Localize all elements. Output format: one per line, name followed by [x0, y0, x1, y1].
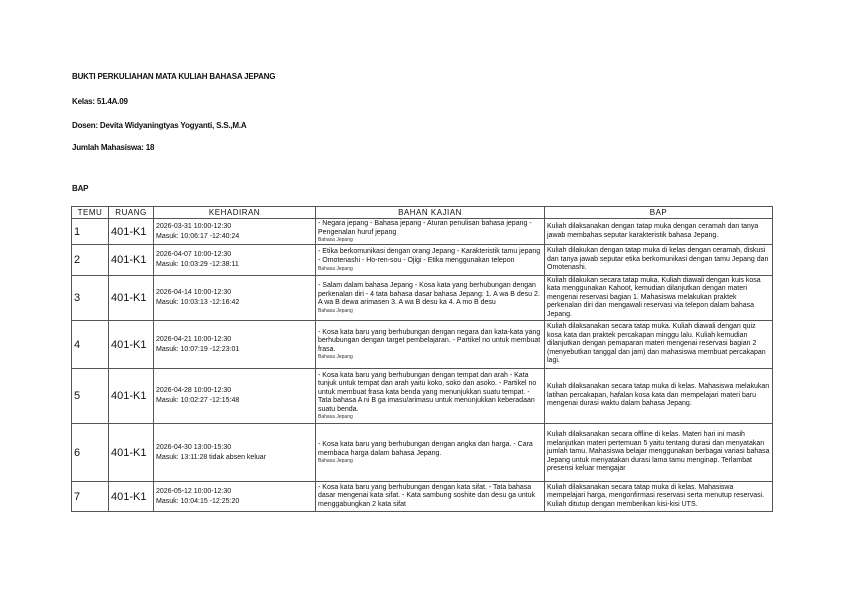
- cell-kehadiran: [154, 276, 316, 321]
- attendance-time: Masuk: 10:03:13 -12:16:42: [156, 299, 240, 306]
- header-temu: TEMU: [72, 207, 109, 219]
- schedule-time: 2026-04-21 10:00-12:30: [156, 335, 232, 343]
- attendance-time: Masuk: 10:06:17 -12:40:24: [156, 232, 240, 240]
- cell-ruang: 401-K1: [109, 424, 154, 482]
- cell-temu: 3: [72, 276, 109, 321]
- cell-bap: Kuliah dilaksanakan secara tatap muka. Kuliah diawali dengan quiz kosa kata dan praktek percakapan minggu lalu. Kuliah kemudian dilanjutkan dengan pemaparan materi mengenai reservasi bagian 2 (menyebutkan tanggal dan jam) dan mahasiswa membuat percakapan lagi.: [545, 321, 773, 369]
- section-heading: BAP: [72, 184, 89, 193]
- attendance-time: Masuk: 10:03:29 -12:38:11: [156, 261, 239, 268]
- cell-ruang: 401-K1: [109, 482, 154, 512]
- attendance-time: Masuk: 10:02:27 -12:15:48: [156, 397, 240, 404]
- student-count: Jumlah Mahasiswa: 18: [72, 143, 155, 152]
- lecturer-info: Dosen: Devita Widyaningtyas Yogyanti, S.S.,M.A: [72, 121, 247, 130]
- attendance-time: Masuk: 13:11:28 tidak absen keluar: [156, 453, 266, 461]
- cell-kehadiran: [154, 369, 316, 424]
- material-text: - Kosa kata baru yang berhubungan dengan angka dan harga. - Cara membaca harga dalam bahasa Jepang.: [318, 440, 533, 457]
- course-label: Bahasa Jepang: [318, 458, 353, 465]
- material-text: - Kosa kata baru yang berhubungan dengan kata sifat. - Tata bahasa dasar mengenai kata sifat. - Kata sambung soshite dan desu ga untuk menggabungkan 2 kata sifat: [318, 483, 536, 508]
- table-row: [72, 424, 773, 482]
- header-bap: BAP: [545, 207, 773, 219]
- cell-kehadiran: [154, 245, 316, 276]
- table-row: [72, 219, 773, 245]
- cell-kehadiran: [154, 482, 316, 512]
- course-label: Bahasa Jepang: [318, 265, 353, 272]
- table-row: [72, 321, 773, 369]
- header-kehadiran: KEHADIRAN: [154, 207, 316, 219]
- course-label: Bahasa Jepang: [318, 414, 353, 421]
- cell-bap: Kuliah dilakukan secara tatap muka. Kuliah diawali dengan kuis kosa kata menggunakan Kahoot, kemudian dilanjutkan dengan materi mengenai reservasi bagian 1. Mahasiswa melakukan praktek perkenalan diri dan mengawali reservasi via telepon dalam bahasa Jepang.: [545, 276, 773, 321]
- attendance-time: Masuk: 10:07:19 -12:23:01: [156, 345, 240, 353]
- schedule-time: 2026-05-12 10:00-12:30: [156, 487, 232, 495]
- cell-kehadiran: [154, 219, 316, 245]
- course-label: Bahasa Jepang: [318, 307, 353, 314]
- cell-bahan-kajian: [316, 482, 545, 512]
- cell-bahan-kajian: [316, 321, 545, 369]
- cell-ruang: 401-K1: [109, 245, 154, 276]
- header-ruang: RUANG: [109, 207, 154, 219]
- table-header-row: [72, 207, 773, 219]
- cell-bap: Kuliah dilaksanakan secara tatap muka di kelas. Mahasiswa melakukan latihan percakapan, hafalan kosa kata dan mempelajari materi baru mengenai durasi waktu dalam bahasa Jepang.: [545, 369, 773, 424]
- cell-ruang: 401-K1: [109, 219, 154, 245]
- cell-bahan-kajian: [316, 245, 545, 276]
- material-text: - Kosa kata baru yang berhubungan dengan negara dan kata-kata yang berhubungan dengan target pembelajaran. - Partikel no untuk membuat frasa.: [318, 328, 541, 353]
- schedule-time: 2026-04-07 10:00-12:30: [156, 251, 232, 258]
- cell-bahan-kajian: [316, 424, 545, 482]
- course-label: Bahasa Jepang: [318, 237, 353, 244]
- table-row: [72, 245, 773, 276]
- material-text: - Salam dalam bahasa Jepang - Kosa kata yang berhubungan dengan perkenalan diri - 4 tata bahasa dasar bahasa Jepang: 1. A wa B desu 2. A wa B dewa arimasen 3. A wa B desu ka 4. A mo B desu: [318, 282, 540, 307]
- bap-table: [71, 206, 773, 512]
- material-text: - Etika berkomunikasi dengan orang Jepang - Karakteristik tamu jepang - Omotenashi - Ho-ren-sou - Ojigi - Etika menggunakan telepon: [318, 248, 541, 264]
- cell-bap: Kuliah dilakukan dengan tatap muka di kelas dengan ceramah, diskusi dan tanya jawab seputar etika berkomunikasi dengan tamu Jepang dan Omotenashi.: [545, 245, 773, 276]
- table-row: [72, 482, 773, 512]
- cell-temu: 5: [72, 369, 109, 424]
- cell-bap: Kuliah dilaksanakan dengan tatap muka dengan ceramah dan tanya jawab membahas seputar karakteristik bahasa Jepang.: [545, 219, 773, 245]
- cell-temu: 4: [72, 321, 109, 369]
- table-row: [72, 276, 773, 321]
- cell-bap: Kuliah dilaksanakan secara offline di kelas. Materi hari ini masih melanjutkan materi pertemuan 5 yaitu tentang durasi dan menyatakan jumlah tamu. Mahasiswa belajar menggunakan berbagai variasi bahasa Jepang untuk menyatakan durasi lama tamu menginap. Terlambat presensi keluar mengajar: [545, 424, 773, 482]
- cell-temu: 7: [72, 482, 109, 512]
- cell-ruang: 401-K1: [109, 276, 154, 321]
- cell-kehadiran: [154, 321, 316, 369]
- header-bahan-kajian: BAHAN KAJIAN: [316, 207, 545, 219]
- cell-temu: 1: [72, 219, 109, 245]
- schedule-time: 2026-03-31 10:00-12:30: [156, 222, 232, 230]
- cell-ruang: 401-K1: [109, 369, 154, 424]
- schedule-time: 2026-04-28 10:00-12:30: [156, 387, 232, 394]
- cell-bahan-kajian: [316, 276, 545, 321]
- cell-ruang: 401-K1: [109, 321, 154, 369]
- document-title: BUKTI PERKULIAHAN MATA KULIAH BAHASA JEPANG: [72, 72, 276, 81]
- schedule-time: 2026-04-14 10:00-12:30: [156, 289, 232, 296]
- table-row: [72, 369, 773, 424]
- cell-temu: 2: [72, 245, 109, 276]
- material-text: - Negara jepang - Bahasa jepang - Aturan penulisan bahasa jepang - Pengenalan huruf jepang: [318, 219, 532, 236]
- cell-temu: 6: [72, 424, 109, 482]
- class-info: Kelas: 51.4A.09: [72, 97, 128, 106]
- cell-kehadiran: [154, 424, 316, 482]
- schedule-time: 2026-04-30 13:00-15:30: [156, 443, 232, 451]
- cell-bahan-kajian: [316, 369, 545, 424]
- cell-bahan-kajian: [316, 219, 545, 245]
- course-label: Bahasa Jepang: [318, 354, 353, 361]
- attendance-time: Masuk: 10:04:15 -12:25:20: [156, 497, 240, 505]
- material-text: - Kosa kata baru yang berhubungan dengan tempat dan arah - Kata tunjuk untuk tempat dan arah yaitu koko, soko dan asoko. - Partikel no untuk membuat frasa kata benda yang menunjukkan suatu tempat. - Tata bahasa A ni B ga imasu/arimasu untuk menunjukkan keberadaan suatu benda.: [318, 371, 537, 413]
- cell-bap: Kuliah dilaksanakan secara tatap muka di kelas. Mahasiswa mempelajari harga, mengonfirmasi reservasi serta menutup reservasi. Kuliah ditutup dengan memberikan kisi-kisi UTS.: [545, 482, 773, 512]
